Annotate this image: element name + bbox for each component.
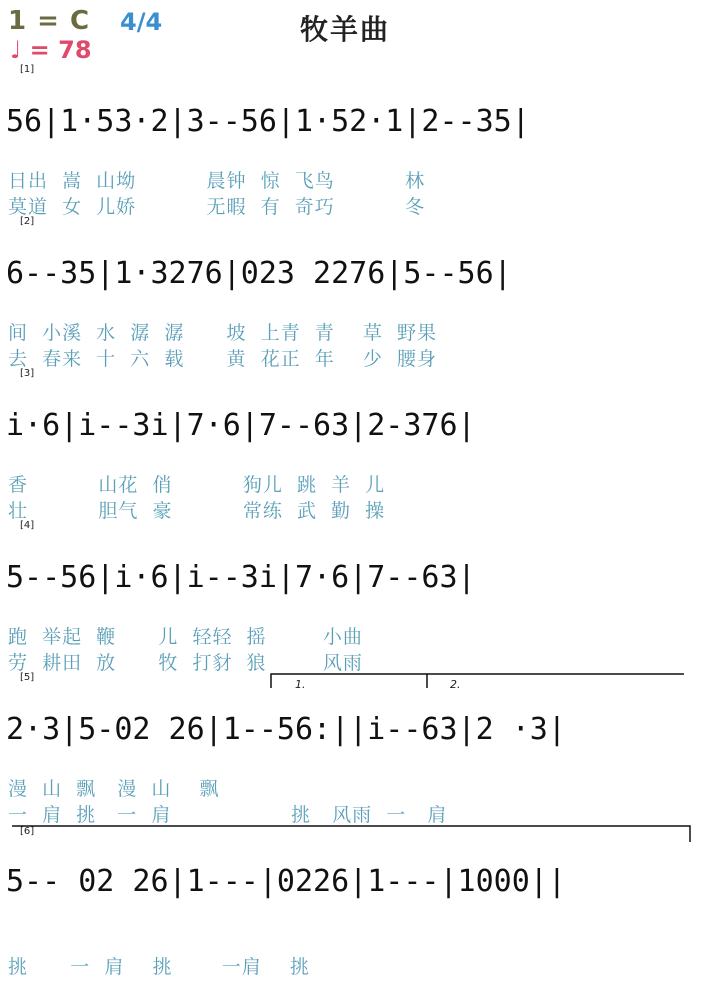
- lyric-line-2a: 间 小溪 水 潺 潺 坡 上青 青 草 野果: [8, 322, 437, 344]
- lyric-line-1b: 莫道 女 儿娇 无暇 有 奇巧 冬: [8, 196, 426, 218]
- system-marker-3: [3]: [20, 368, 35, 379]
- system-marker-6: [6]: [20, 826, 35, 837]
- lyric-line-2b: 去 春来 十 六 载 黄 花正 年 少 腰身: [8, 348, 437, 370]
- lyric-line-5b: 一 肩 挑 一 肩 挑 风雨 一 肩: [8, 804, 448, 826]
- note-line-5: 2·3|5-02 26|1--56:||i--63|2 ·3|: [6, 712, 566, 747]
- note-line-4: 5--56|i·6|i--3i|7·6|7--63|: [6, 560, 476, 595]
- ending-2-label: 2.: [450, 678, 461, 691]
- ending-1-label: 1.: [295, 678, 306, 691]
- lyric-line-3a: 香 山花 俏 狗儿 跳 羊 儿: [8, 474, 386, 496]
- system-marker-2: [2]: [20, 216, 35, 227]
- page-title: 牧羊曲: [300, 13, 391, 46]
- lyric-line-1a: 日出 嵩 山坳 晨钟 惊 飞鸟 林: [8, 170, 426, 192]
- tempo-marking: ♩ = 78: [10, 36, 92, 64]
- lyric-line-4b: 劳 耕田 放 牧 打豺 狼 风雨: [8, 652, 363, 674]
- system-marker-5: [5]: [20, 672, 35, 683]
- lyric-line-6a: 挑 一 肩 挑 一肩 挑: [8, 956, 310, 978]
- note-line-1: 56|1·53·2|3--56|1·52·1|2--35|: [6, 104, 530, 139]
- lyric-line-4a: 跑 举起 鞭 儿 轻轻 摇 小曲: [8, 626, 363, 648]
- note-line-3: i·6|i--3i|7·6|7--63|2-376|: [6, 408, 476, 443]
- note-line-6: 5-- 02 26|1---|0226|1---|1000||: [6, 864, 566, 899]
- lyric-line-5a: 漫 山 飘 漫 山 飘: [8, 778, 220, 800]
- lyric-line-3b: 壮 胆气 豪 常练 武 勤 操: [8, 500, 386, 522]
- time-signature: 4/4: [120, 8, 163, 36]
- key-signature: 1 = C: [8, 6, 91, 36]
- system-marker-4: [4]: [20, 520, 35, 531]
- note-line-2: 6--35|1·3276|023 2276|5--56|: [6, 256, 512, 291]
- system-marker-1: [1]: [20, 64, 35, 75]
